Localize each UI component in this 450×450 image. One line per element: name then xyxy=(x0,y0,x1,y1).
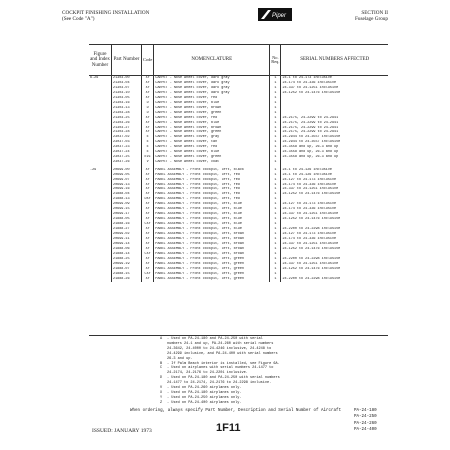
cell-no-req: 1 xyxy=(270,116,281,121)
cell-serial-numbers: 24-337 to 24-1251 inclusive xyxy=(281,262,388,267)
cell-part-number: 20699-14 xyxy=(112,242,142,247)
cell-no-req: 1 xyxy=(270,160,281,165)
cell-serial-numbers: 24-127 to 24-173 inclusive xyxy=(281,202,388,207)
cell-part-number: 20699-13 xyxy=(112,183,142,188)
cell-no-req: 1 xyxy=(270,267,281,272)
cell-no-req: 1 xyxy=(270,207,281,212)
cell-nomenclature: CARPET - Nose wheel cover, green xyxy=(154,111,270,116)
cell-part-number: 21303-26 xyxy=(112,121,142,126)
cell-no-req: 1 xyxy=(270,277,281,282)
cell-serial-numbers: 24-174 to 24-336 inclusive xyxy=(281,81,388,86)
cell-code: XY xyxy=(142,130,154,135)
cell-part-number: 20699-00 xyxy=(112,168,142,173)
cell-no-req: 1 xyxy=(270,183,281,188)
cell-no-req: 1 xyxy=(270,257,281,262)
model-number: PA-24-250 xyxy=(354,415,377,420)
cell-part-number: 23037-25 xyxy=(112,155,142,160)
cell-code: XY xyxy=(142,192,154,197)
cell-code: XY xyxy=(142,202,154,207)
cell-part-number: 20699-02 xyxy=(112,232,142,237)
cell-code: E xyxy=(142,140,154,145)
cell-nomenclature: CARPET - Nose wheel cover, blue xyxy=(154,150,270,155)
cell-figure-index: 6-26 xyxy=(90,76,99,80)
cell-code: XY xyxy=(142,267,154,272)
cell-nomenclature: PANEL ASSEMBLY - Front cockpit, left, brown xyxy=(154,242,270,247)
cell-code: XY xyxy=(142,212,154,217)
cell-code: DXY xyxy=(142,197,154,202)
cell-serial-numbers: 24-3558 and up, 26-3 and up xyxy=(281,150,388,155)
cell-code: E xyxy=(142,135,154,140)
cell-nomenclature: CARPET - Nose wheel cover, blue xyxy=(154,101,270,106)
cell-no-req: 1 xyxy=(270,86,281,91)
cell-nomenclature: PANEL ASSEMBLY - Front cockpit, left, green xyxy=(154,267,270,272)
cell-code: XY xyxy=(142,227,154,232)
cell-code: XY xyxy=(142,217,154,222)
cell-nomenclature: CARPET - Nose wheel cover, red xyxy=(154,116,270,121)
table-body xyxy=(89,76,388,282)
cell-code: EVZ xyxy=(142,155,154,160)
cell-serial-numbers: 24-1252 to 24-1476 inclusive xyxy=(281,192,388,197)
cell-nomenclature: CARPET - Nose wheel cover, green xyxy=(154,155,270,160)
cell-serial-numbers: 24-1 to 24-126 inclusive xyxy=(281,173,388,178)
cell-serial-numbers: 24-337 to 24-1251 inclusive xyxy=(281,86,388,91)
piper-logo xyxy=(258,8,292,21)
cell-code: E xyxy=(142,145,154,150)
cell-part-number: 21888-15 xyxy=(112,272,142,277)
cell-serial-numbers: 24-2200 to 24-2298 inclusive xyxy=(281,257,388,262)
cell-nomenclature: CARPET - Nose wheel cover, tan xyxy=(154,140,270,145)
cell-code: XY xyxy=(142,173,154,178)
cell-figure-index: -29 xyxy=(90,167,97,172)
cell-serial-numbers: 24-337 to 24-1251 inclusive xyxy=(281,212,388,217)
note-item xyxy=(160,401,320,406)
ordering-footnote: When ordering, always specify Part Number, Description and Serial Number of Aircraft xyxy=(130,409,342,413)
cell-nomenclature: PANEL ASSEMBLY - Front cockpit, left, green xyxy=(154,272,270,277)
note-code: B xyxy=(160,361,163,366)
col-code: Code xyxy=(142,45,154,76)
cell-code: XY xyxy=(142,178,154,183)
note-code: C xyxy=(160,366,163,371)
cell-code: XY xyxy=(142,126,154,131)
cell-serial-numbers: 24-1252 to 24-1476 inclusive xyxy=(281,217,388,222)
cell-part-number: 21303-25 xyxy=(112,116,142,121)
cell-nomenclature: CARPET - Nose wheel cover, dark gray xyxy=(154,76,270,81)
model-list xyxy=(354,408,377,434)
cell-serial-numbers: 24-3558 and up, 26-3 and up xyxy=(281,155,388,160)
cell-nomenclature: PANEL ASSEMBLY - Front cockpit, left, red xyxy=(154,173,270,178)
cell-code: XY xyxy=(142,232,154,237)
cell-part-number: 23037-02 xyxy=(112,135,142,140)
cell-part-number: 21303-13 xyxy=(112,106,142,111)
cell-no-req: 1 xyxy=(270,217,281,222)
cell-no-req: 1 xyxy=(270,121,281,126)
cell-nomenclature: CARPET - Nose wheel cover, green xyxy=(154,130,270,135)
cell-code: XY xyxy=(142,247,154,252)
cell-no-req: 1 xyxy=(270,135,281,140)
section-title: COCKPIT FINISHING INSTALLATION xyxy=(62,10,150,16)
col-no-req: No. Req. xyxy=(270,45,281,76)
cell-part-number: 21888-25 xyxy=(112,257,142,262)
cell-nomenclature: PANEL ASSEMBLY - Front cockpit, left, brown xyxy=(154,252,270,257)
issued-date: ISSUED: JANUARY 1973 xyxy=(92,428,152,434)
model-number: PA-24-260 xyxy=(354,421,377,426)
cell-nomenclature: CARPET - Nose wheel cover, dark gray xyxy=(154,81,270,86)
cell-no-req: 1 xyxy=(270,130,281,135)
note-code: A xyxy=(160,337,163,341)
cell-part-number: 21303-05 xyxy=(112,96,142,101)
cell-nomenclature: PANEL ASSEMBLY - Front cockpit, left, blue xyxy=(154,217,270,222)
cell-code: XY xyxy=(142,81,154,86)
note-text: - Used on PA-24-400 airplanes only. xyxy=(167,400,242,405)
fiche-number: 1F11 xyxy=(216,422,241,434)
cell-code: XY xyxy=(142,116,154,121)
cell-figure-index xyxy=(89,277,112,282)
table-header-row xyxy=(89,45,388,76)
table-bottom-rule xyxy=(89,335,388,336)
cell-code: D xyxy=(142,106,154,111)
note-text: - Used on airplanes with serial numbers 24-1477 to 24-2174, 24-2176 to 24-2201 inclusive. xyxy=(167,366,274,376)
cell-no-req: 1 xyxy=(270,76,281,81)
cell-no-req: 1 xyxy=(270,173,281,178)
cell-serial-numbers: 24-1 to 24-173 inclusive xyxy=(281,76,388,81)
cell-nomenclature: CARPET - Nose wheel cover, brown xyxy=(154,126,270,131)
note-item xyxy=(160,376,320,386)
cell-serial-numbers: 24-337 to 24-1251 inclusive xyxy=(281,187,388,192)
cell-code: XY xyxy=(142,76,154,81)
cell-no-req: 1 xyxy=(270,197,281,202)
cell-code: XY xyxy=(142,257,154,262)
cell-nomenclature: CARPET - Nose wheel cover, gray xyxy=(154,135,270,140)
note-code: Y xyxy=(160,395,163,400)
note-code: D xyxy=(160,376,163,381)
cell-part-number: 21888-27 xyxy=(112,227,142,232)
cell-no-req: 1 xyxy=(270,91,281,96)
cell-serial-numbers: 24-2200 to 24-2298 inclusive xyxy=(281,277,388,282)
code-notes xyxy=(160,337,320,406)
cell-code: XY xyxy=(142,91,154,96)
section-group: Fuselage Group xyxy=(355,16,388,22)
cell-part-number: 23037-03 xyxy=(112,140,142,145)
cell-nomenclature: CARPET - Nose wheel cover, coat xyxy=(154,160,270,165)
cell-serial-numbers: 24-3558 and up, 26-3 and up xyxy=(281,145,388,150)
cell-part-number: 21303-10 xyxy=(112,91,142,96)
cell-part-number: 21303-27 xyxy=(112,126,142,131)
cell-nomenclature: PANEL ASSEMBLY - Front cockpit, left, blue xyxy=(154,202,270,207)
note-item xyxy=(160,366,320,376)
cell-no-req: 1 xyxy=(270,272,281,277)
cell-part-number: 20699-16 xyxy=(112,187,142,192)
cell-nomenclature: CARPET - Nose wheel cover, red xyxy=(154,145,270,150)
cell-part-number: 21888-06 xyxy=(112,247,142,252)
cell-serial-numbers: 24-2175, 24-2299 to 24-2941 xyxy=(281,130,388,135)
cell-code: XY xyxy=(142,277,154,282)
cell-nomenclature: PANEL ASSEMBLY - Front cockpit, left, blue xyxy=(154,212,270,217)
cell-code: D xyxy=(142,101,154,106)
cell-nomenclature: PANEL ASSEMBLY - Front cockpit, left, blue xyxy=(154,207,270,212)
note-text: - Used on PA-24-260 airplanes only. xyxy=(167,386,242,391)
cell-serial-numbers: 24-174 to 24-336 inclusive xyxy=(281,183,388,188)
cell-code: XY xyxy=(142,168,154,173)
cell-part-number: 20699-19 xyxy=(112,262,142,267)
model-number: PA-24-180 xyxy=(354,409,377,413)
cell-code: XY xyxy=(142,96,154,101)
model-number: PA-24-400 xyxy=(354,428,377,433)
page-header xyxy=(62,10,388,30)
cell-no-req: 1 xyxy=(270,168,281,173)
note-code: V xyxy=(160,386,163,391)
cell-no-req: 1 xyxy=(270,232,281,237)
cell-serial-numbers: 24-174 to 24-336 inclusive xyxy=(281,207,388,212)
cell-no-req: 1 xyxy=(270,150,281,155)
cell-code: XY xyxy=(142,187,154,192)
cell-code: XY xyxy=(142,237,154,242)
cell-part-number: 21303-28 xyxy=(112,130,142,135)
cell-nomenclature: PANEL ASSEMBLY - Front cockpit, left, brown xyxy=(154,237,270,242)
cell-no-req: 1 xyxy=(270,81,281,86)
cell-nomenclature: CARPET - Nose wheel cover, blue xyxy=(154,121,270,126)
table-row xyxy=(89,277,388,282)
cell-code: XY xyxy=(142,183,154,188)
col-nomenclature: NOMENCLATURE xyxy=(154,45,270,76)
cell-part-number: 21303-28 xyxy=(112,111,142,116)
cell-part-number: 21888-04 xyxy=(112,192,142,197)
cell-nomenclature: PANEL ASSEMBLY - Front cockpit, left, green xyxy=(154,277,270,282)
cell-part-number: 23037-23 xyxy=(112,145,142,150)
section-subtitle: (See Code "A") xyxy=(62,16,95,22)
cell-part-number: 21303-04 xyxy=(112,81,142,86)
cell-no-req: 1 xyxy=(270,227,281,232)
cell-no-req: 1 xyxy=(270,237,281,242)
cell-nomenclature: PANEL ASSEMBLY - Front cockpit, left, brown xyxy=(154,232,270,237)
cell-no-req: 1 xyxy=(270,145,281,150)
note-text: - Used on PA-24-180 airplanes only. xyxy=(167,390,242,395)
cell-nomenclature: PANEL ASSEMBLY - Front cockpit, left, red xyxy=(154,192,270,197)
cell-no-req: 1 xyxy=(270,155,281,160)
cell-serial-numbers: 24-2944 to 24-3557 inclusive xyxy=(281,140,388,145)
cell-serial-numbers: 24-1252 to 24-1476 inclusive xyxy=(281,91,388,96)
cell-part-number: 20699-09 xyxy=(112,202,142,207)
cell-no-req: 1 xyxy=(270,187,281,192)
cell-nomenclature: PANEL ASSEMBLY - Front cockpit, left, green xyxy=(154,262,270,267)
cell-nomenclature: PANEL ASSEMBLY - Front cockpit, left, red xyxy=(154,197,270,202)
cell-no-req: 1 xyxy=(270,140,281,145)
cell-part-number: 21303-00 xyxy=(112,76,142,81)
cell-nomenclature: CARPET - Nose wheel cover, red xyxy=(154,96,270,101)
cell-serial-numbers: 24-2944 to 24-3557 inclusive xyxy=(281,135,388,140)
note-code: X xyxy=(160,390,163,395)
cell-code: XY xyxy=(142,242,154,247)
cell-code: E xyxy=(142,150,154,155)
cell-no-req: 1 xyxy=(270,202,281,207)
cell-nomenclature: CARPET - Nose wheel cover, brown xyxy=(154,106,270,111)
cell-code: CXY xyxy=(142,272,154,277)
cell-serial-numbers: 24-127 to 24-173 inclusive xyxy=(281,178,388,183)
cell-serial-numbers: 24-2175, 24-2299 to 24-2941 xyxy=(281,116,388,121)
note-text: - Used on PA-24-180 and PA-24-250 with serial numbers 24-1 and up, PA-24-260 with serial numbers 24-3642, 24-4000 to 24-4246 inclusive, 24-4248 to 24-4299 inclusive, and PA-24-400 with serial numbers 26-3 and up. xyxy=(167,337,278,361)
cell-code: XY xyxy=(142,121,154,126)
cell-serial-numbers: 24-2175, 24-2299 to 24-2941 xyxy=(281,121,388,126)
col-figure-index: Figure and Index Number xyxy=(89,45,112,76)
section-number: SECTION II xyxy=(361,10,388,16)
cell-no-req: 1 xyxy=(270,247,281,252)
cell-nomenclature: PANEL ASSEMBLY - Front cockpit, left, blue xyxy=(154,222,270,227)
cell-part-number: 20699-05 xyxy=(112,173,142,178)
cell-nomenclature: PANEL ASSEMBLY - Front cockpit, left, green xyxy=(154,257,270,262)
cell-code: XY xyxy=(142,207,154,212)
cell-no-req: 1 xyxy=(270,101,281,106)
cell-code: XY xyxy=(142,86,154,91)
cell-part-number: 20699-17 xyxy=(112,212,142,217)
cell-part-number: 21888-13 xyxy=(112,197,142,202)
cell-no-req: 1 xyxy=(270,106,281,111)
cell-serial-numbers: 24-337 to 24-1251 inclusive xyxy=(281,242,388,247)
svg-text:Piper: Piper xyxy=(272,13,287,19)
note-text: - Used on PA-24-180 and PA-24-250 with serial numbers 24-1477 to 24-2174, 24-2176 to 24-2298 inclusive. xyxy=(167,376,280,386)
cell-no-req: 1 xyxy=(270,212,281,217)
cell-part-number: 21888-16 xyxy=(112,222,142,227)
cell-code: CXY xyxy=(142,222,154,227)
cell-serial-numbers: 24-174 to 24-336 inclusive xyxy=(281,237,388,242)
cell-part-number: 20699-15 xyxy=(112,207,142,212)
cell-code: XY xyxy=(142,262,154,267)
cell-nomenclature: PANEL ASSEMBLY - Front cockpit, left, brown xyxy=(154,247,270,252)
note-code: Z xyxy=(160,400,163,405)
cell-part-number: 23037-24 xyxy=(112,150,142,155)
cell-serial-numbers: 24-2175, 24-2299 to 24-2941 xyxy=(281,126,388,131)
cell-nomenclature: PANEL ASSEMBLY - Front cockpit, left, red xyxy=(154,178,270,183)
cell-no-req: 1 xyxy=(270,96,281,101)
cell-part-number: 21888-05 xyxy=(112,217,142,222)
note-text: - If Palm Beach interior is installed, see Figure 6A. xyxy=(167,361,280,366)
cell-nomenclature: CARPET - Nose wheel cover, dark gray xyxy=(154,91,270,96)
cell-part-number: 21888-07 xyxy=(112,267,142,272)
cell-nomenclature: PANEL ASSEMBLY - Front cockpit, left, red xyxy=(154,187,270,192)
cell-serial-numbers: 24-1252 to 24-1476 inclusive xyxy=(281,267,388,272)
cell-serial-numbers: 24-127 to 24-173 inclusive xyxy=(281,232,388,237)
cell-part-number: 21303-16 xyxy=(112,101,142,106)
cell-no-req: 1 xyxy=(270,178,281,183)
cell-serial-numbers: 24-1 to 24-126 inclusive xyxy=(281,168,388,173)
cell-serial-numbers: 24-2200 to 24-2298 inclusive xyxy=(281,227,388,232)
cell-nomenclature: CARPET - Nose wheel cover, dark gray xyxy=(154,86,270,91)
cell-nomenclature: PANEL ASSEMBLY - Front cockpit, left, black xyxy=(154,168,270,173)
cell-no-req: 1 xyxy=(270,242,281,247)
cell-code: D xyxy=(142,111,154,116)
cell-no-req: 1 xyxy=(270,222,281,227)
cell-no-req: 1 xyxy=(270,126,281,131)
parts-table xyxy=(89,44,388,282)
cell-part-number: 20699-11 xyxy=(112,237,142,242)
cell-part-number: 21888-26 xyxy=(112,277,142,282)
cell-no-req: 1 xyxy=(270,192,281,197)
cell-part-number: 21888-14 xyxy=(112,252,142,257)
note-item xyxy=(160,337,320,362)
cell-no-req: 1 xyxy=(270,252,281,257)
cell-no-req: 1 xyxy=(270,111,281,116)
cell-no-req: 1 xyxy=(270,262,281,267)
cell-code: CXY xyxy=(142,252,154,257)
cell-code: V xyxy=(142,160,154,165)
cell-part-number: 20699-07 xyxy=(112,178,142,183)
note-text: - Used on PA-24-250 airplanes only. xyxy=(167,395,242,400)
cell-serial-numbers: 24-1252 to 24-1476 inclusive xyxy=(281,247,388,252)
col-serial-numbers: SERIAL NUMBERS AFFECTED xyxy=(281,45,388,76)
cell-nomenclature: PANEL ASSEMBLY - Front cockpit, left, red xyxy=(154,183,270,188)
cell-nomenclature: PANEL ASSEMBLY - Front cockpit, left, blue xyxy=(154,227,270,232)
cell-part-number: 23037-26 xyxy=(112,160,142,165)
col-part-number: Part Number xyxy=(112,45,142,76)
cell-part-number: 21303-07 xyxy=(112,86,142,91)
